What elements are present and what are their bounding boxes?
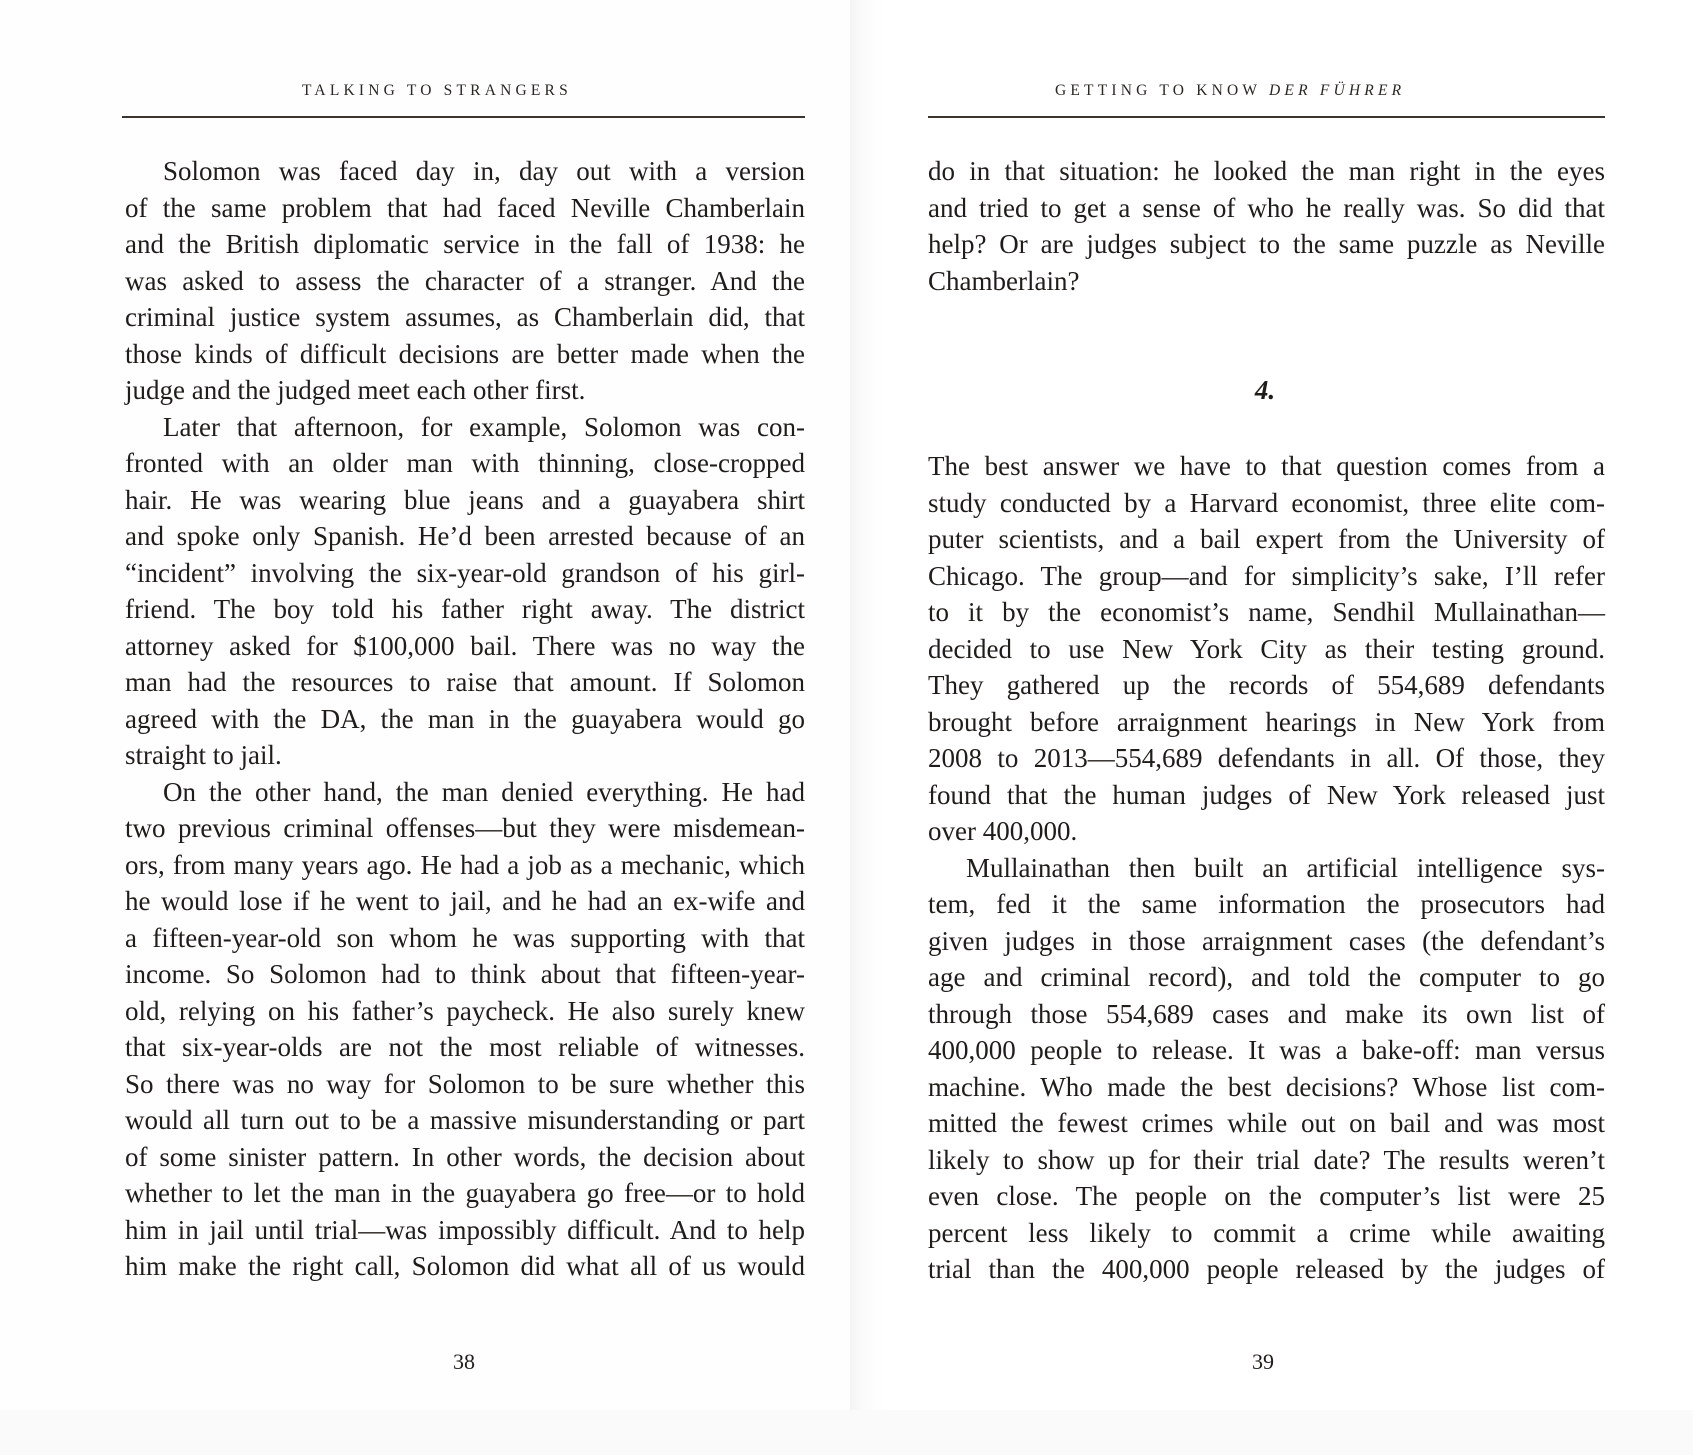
body-line: old, relying on his father’s paycheck. He also surely knew xyxy=(125,995,805,1026)
body-line: he would lose if he went to jail, and he had an ex-wife and xyxy=(125,886,805,916)
body-line: likely to show up for their trial date? The results weren’t xyxy=(928,1144,1605,1175)
body-line: straight to jail. xyxy=(125,740,282,770)
body-line: would all turn out to be a massive misunderstanding or part xyxy=(125,1105,805,1135)
body-line: Solomon was faced day in, day out with a version xyxy=(163,156,805,186)
running-head-italic: DER FÜHRER xyxy=(1269,82,1406,99)
body-line: man had the resources to raise that amount. If Solomon xyxy=(125,667,805,697)
left-running-head: TALKING TO STRANGERS xyxy=(302,82,572,99)
body-line: hair. He was wearing blue jeans and a guayabera shirt xyxy=(125,484,805,515)
body-line: that six-year-olds are not the most reliable of witnesses. xyxy=(125,1032,805,1062)
body-line: attorney asked for $100,000 bail. There was no way the xyxy=(125,630,805,661)
body-line: criminal justice system assumes, as Chamberlain did, that xyxy=(125,302,805,332)
body-line: 2008 to 2013—554,689 defendants in all. Of those, they xyxy=(928,743,1605,773)
body-line: decided to use New York City as their testing ground. xyxy=(928,633,1605,664)
body-line: fronted with an older man with thinning, close-cropped xyxy=(125,448,805,478)
body-line: Chamberlain? xyxy=(928,265,1080,296)
body-line: study conducted by a Harvard economist, three elite com- xyxy=(928,487,1605,518)
body-line: They gathered up the records of 554,689 defendants xyxy=(928,670,1605,700)
body-line: age and criminal record), and told the computer to go xyxy=(928,962,1605,992)
body-line: over 400,000. xyxy=(928,816,1078,846)
body-line: of the same problem that had faced Neville Chamberlain xyxy=(125,192,805,223)
body-line: brought before arraignment hearings in New York from xyxy=(928,706,1605,737)
body-line: do in that situation: he looked the man right in the eyes xyxy=(928,156,1605,186)
right-header-rule xyxy=(928,116,1605,118)
body-line: On the other hand, the man denied everything. He had xyxy=(163,776,805,807)
section-number: 4. xyxy=(1254,375,1276,405)
body-line: to it by the economist’s name, Sendhil Mullainathan— xyxy=(928,597,1605,627)
left-header-rule xyxy=(122,116,805,118)
book-gutter xyxy=(850,0,885,1430)
body-line: mitted the fewest crimes while out on bail and was most xyxy=(928,1108,1605,1138)
body-line: and the British diplomatic service in the fall of 1938: he xyxy=(125,229,805,259)
body-line: him make the right call, Solomon did what all of us would xyxy=(125,1251,805,1281)
body-line: a fifteen-year-old son whom he was supporting with that xyxy=(125,922,805,953)
body-line: and spoke only Spanish. He’d been arrested because of an xyxy=(125,521,805,551)
body-line: puter scientists, and a bail expert from the University of xyxy=(928,524,1605,554)
left-page-number: 38 xyxy=(453,1349,475,1374)
body-line: of some sinister pattern. In other words, the decision about xyxy=(125,1141,805,1172)
body-line: friend. The boy told his father right away. The district xyxy=(125,594,805,624)
body-line: “incident” involving the six-year-old grandson of his girl- xyxy=(125,557,805,588)
body-line: tem, fed it the same information the prosecutors had xyxy=(928,889,1605,919)
body-line: help? Or are judges subject to the same puzzle as Neville xyxy=(928,229,1605,259)
body-line: even close. The people on the computer’s list were 25 xyxy=(928,1181,1605,1211)
body-line: machine. Who made the best decisions? Whose list com- xyxy=(928,1071,1605,1102)
body-line: The best answer we have to that question comes from a xyxy=(928,451,1605,481)
running-head-plain: GETTING TO KNOW xyxy=(1055,82,1270,99)
body-line: and tried to get a sense of who he really was. So did that xyxy=(928,192,1605,223)
body-line: him in jail until trial—was impossibly difficult. And to help xyxy=(125,1214,805,1245)
body-line: income. So Solomon had to think about that fifteen-year- xyxy=(125,959,805,989)
body-line: trial than the 400,000 people released by the judges of xyxy=(928,1254,1605,1284)
body-line: Later that afternoon, for example, Solomon was con- xyxy=(163,411,805,442)
body-line: given judges in those arraignment cases (the defendant’s xyxy=(928,925,1605,956)
right-page-number: 39 xyxy=(1252,1349,1274,1374)
body-line: whether to let the man in the guayabera go free—or to hold xyxy=(125,1178,805,1208)
body-line: two previous criminal offenses—but they were misdemean- xyxy=(125,813,805,843)
right-body-text-top xyxy=(928,153,1605,299)
body-line: Chicago. The group—and for simplicity’s sake, I’ll refer xyxy=(928,560,1605,591)
body-line: agreed with the DA, the man in the guayabera would go xyxy=(125,703,805,734)
body-line: percent less likely to commit a crime while awaiting xyxy=(928,1217,1605,1248)
left-body-text xyxy=(125,153,805,1285)
body-line: found that the human judges of New York released just xyxy=(928,779,1605,810)
body-line: ors, from many years ago. He had a job as a mechanic, which xyxy=(125,849,805,880)
body-line: 400,000 people to release. It was a bake-off: man versus xyxy=(928,1035,1605,1065)
body-line: was asked to assess the character of a stranger. And the xyxy=(125,265,805,296)
body-line: those kinds of difficult decisions are better made when the xyxy=(125,338,805,369)
page-bottom-edge xyxy=(0,1410,1693,1455)
right-body-text-bottom xyxy=(928,448,1605,1288)
body-line: through those 554,689 cases and make its own list of xyxy=(928,998,1605,1029)
body-line: Mullainathan then built an artificial intelligence sys- xyxy=(966,852,1605,883)
body-line: judge and the judged meet each other first. xyxy=(125,375,586,405)
body-line: So there was no way for Solomon to be sure whether this xyxy=(125,1068,805,1099)
right-running-head xyxy=(1055,82,1405,100)
